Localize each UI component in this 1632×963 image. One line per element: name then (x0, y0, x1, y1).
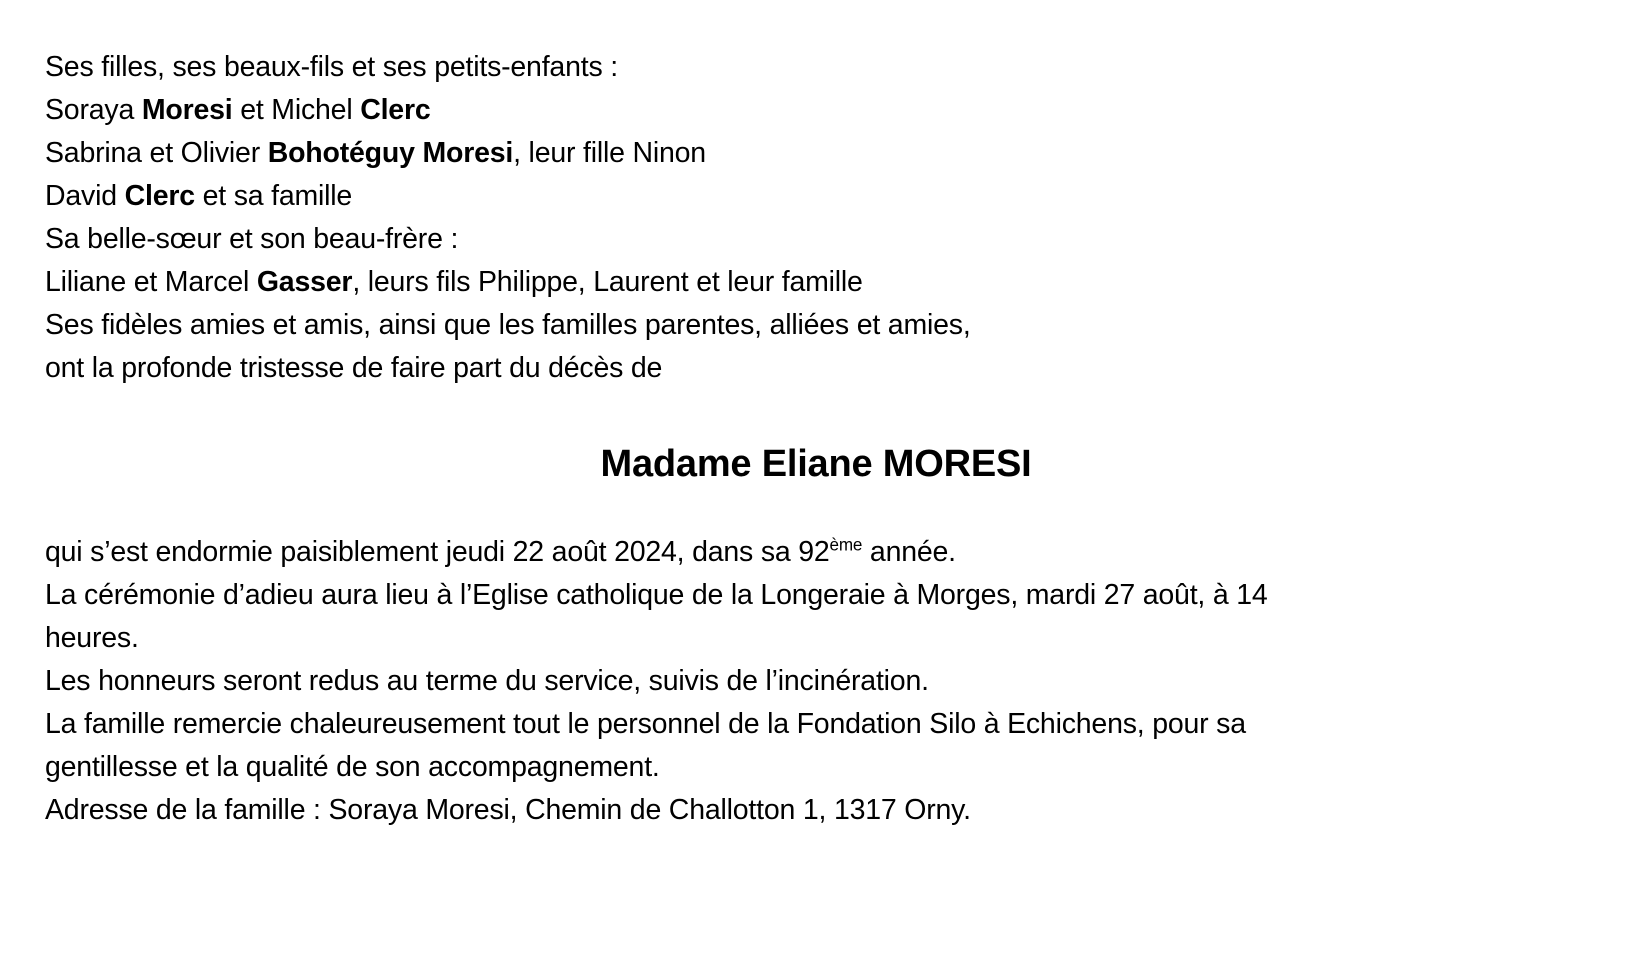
text-segment: Les honneurs seront redus au terme du service, suivis de l’incinération. (45, 665, 929, 697)
text-segment: Clerc (360, 94, 431, 126)
text-segment: La famille remercie chaleureusement tout le personnel de la Fondation Silo à Echichens, pour sa (45, 708, 1246, 740)
ceremony-details-section (45, 531, 1587, 832)
text-line (45, 175, 1587, 218)
text-line (45, 132, 1587, 175)
text-line (45, 218, 1587, 261)
text-segment: Liliane et Marcel (45, 266, 257, 298)
text-segment: David (45, 180, 125, 212)
text-line (45, 703, 1587, 746)
text-segment: Clerc (124, 180, 195, 212)
text-segment: ont la profonde tristesse de faire part du décès de (45, 352, 663, 384)
text-segment: Sabrina et Olivier (45, 137, 268, 169)
text-segment: Gasser (256, 266, 353, 298)
text-segment: gentillesse et la qualité de son accompagnement. (45, 751, 660, 783)
text-line (45, 261, 1587, 304)
text-line (45, 46, 1587, 89)
text-segment: Ses filles, ses beaux-fils et ses petits-enfants : (45, 51, 618, 83)
text-segment: Sa belle-sœur et son beau-frère : (45, 223, 459, 255)
text-line (45, 89, 1587, 132)
text-segment: Adresse de la famille : Soraya Moresi, Chemin de Challotton 1, 1317 Orny. (45, 794, 971, 826)
text-segment: ème (829, 535, 863, 555)
text-segment: qui s’est endormie paisiblement jeudi 22 août 2024, dans sa 92 (45, 536, 830, 568)
text-line (45, 531, 1587, 574)
text-segment: Bohotéguy Moresi (267, 137, 514, 169)
text-segment: , leurs fils Philippe, Laurent et leur famille (352, 266, 863, 298)
text-segment: et sa famille (194, 180, 353, 212)
text-line (45, 660, 1587, 703)
text-segment: Soraya (45, 94, 142, 126)
text-segment: et Michel (232, 94, 361, 126)
deceased-name-title: Madame Eliane MORESI (600, 443, 1032, 485)
text-line (45, 574, 1587, 617)
family-intro-section (45, 46, 1587, 390)
text-segment: année. (862, 536, 956, 568)
text-line (45, 789, 1587, 832)
text-line (45, 617, 1587, 660)
text-segment: La cérémonie d’adieu aura lieu à l’Eglise catholique de la Longeraie à Morges, mardi 27 août, à 14 (45, 579, 1268, 611)
text-segment: Moresi (141, 94, 233, 126)
text-segment: , leur fille Ninon (513, 137, 706, 169)
text-segment: Ses fidèles amies et amis, ainsi que les familles parentes, alliées et amies, (45, 309, 971, 341)
text-line (45, 746, 1587, 789)
text-line (45, 304, 1587, 347)
text-segment: heures. (45, 622, 139, 654)
text-line (45, 347, 1587, 390)
